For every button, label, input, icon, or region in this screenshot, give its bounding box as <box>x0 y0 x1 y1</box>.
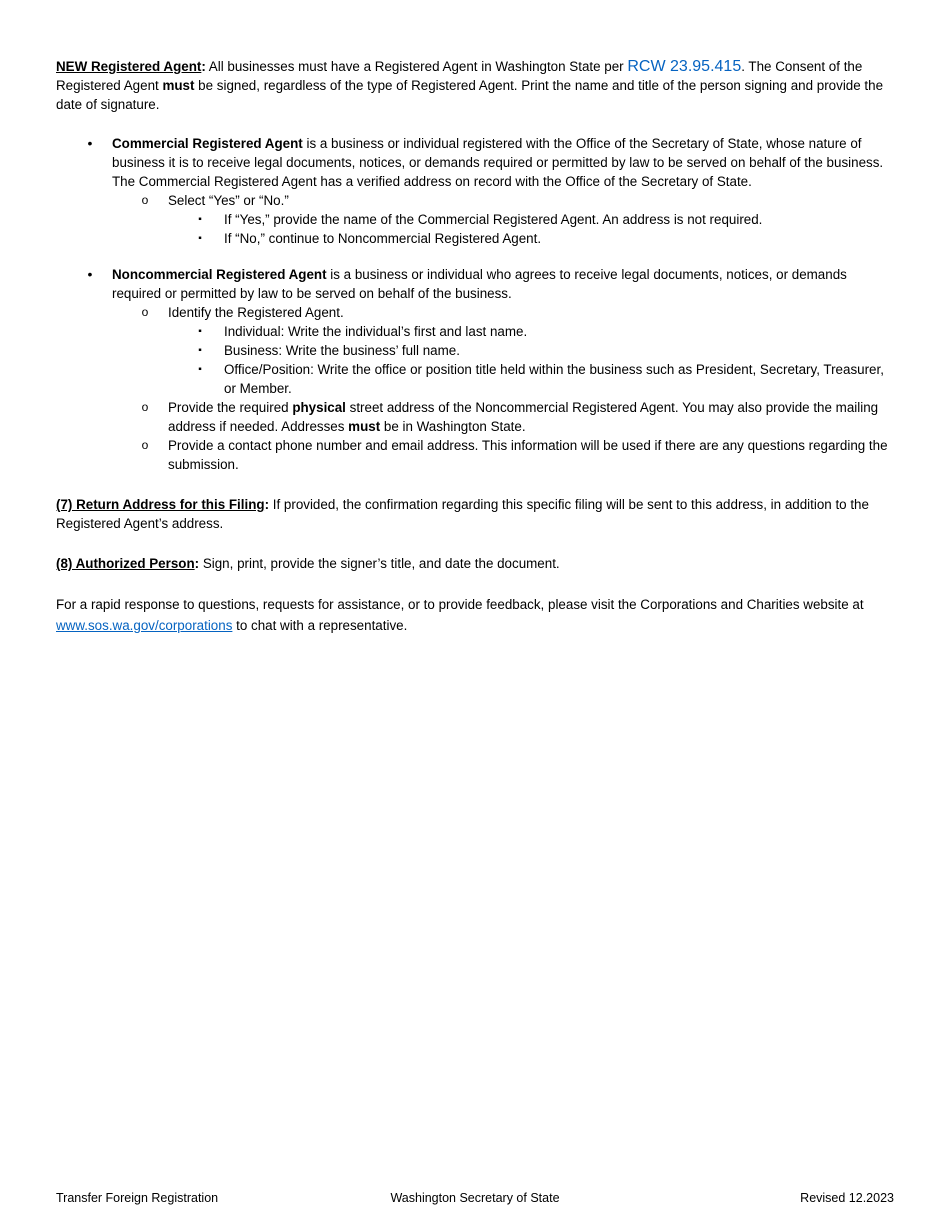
footer-agency: Washington Secretary of State <box>390 1191 560 1205</box>
text: All businesses must have a Registered Agent in Washington State per <box>205 59 628 74</box>
circle-marker: o <box>141 438 149 452</box>
text: For a rapid response to questions, requests for assistance, or to provide feedback, please visit the Corporations and Charities website at <box>56 597 864 612</box>
text: be signed, regardless of the type of Registered Agent. Print the name and title of the person signing and provide the date of signature. <box>56 78 884 112</box>
text: . The Consent of the Registered Agent <box>56 59 863 93</box>
circle-marker: o <box>141 193 149 207</box>
footer-form-name: Transfer Foreign Registration <box>56 1191 219 1205</box>
authorized-person-paragraph <box>56 554 896 573</box>
text: street address of the Noncommercial Registered Agent. You may also provide the mailing address if needed. Addresses <box>168 400 879 434</box>
text: If provided, the confirmation regarding this specific filing will be sent to this address, in addition to the Registered Agent’s address. <box>56 497 869 531</box>
text: be in Washington State. <box>380 419 526 434</box>
contact-paragraph <box>56 594 896 636</box>
list-item <box>56 398 896 436</box>
return-address-paragraph <box>56 495 896 533</box>
text: Select “Yes” or “No.” <box>168 193 289 208</box>
text: Sign, print, provide the signer’s title, and date the document. <box>199 556 560 571</box>
list-item <box>56 322 896 341</box>
text: Provide the required <box>168 400 293 415</box>
emphasis: physical <box>292 400 346 415</box>
list-item <box>56 436 896 474</box>
list-item <box>56 134 896 191</box>
square-marker: ▪ <box>198 214 202 225</box>
document-body <box>56 57 896 636</box>
footer-revision: Revised 12.2023 <box>800 1191 894 1205</box>
square-marker: ▪ <box>198 233 202 244</box>
page-footer <box>56 1189 894 1208</box>
registered-agent-heading: NEW Registered Agent <box>56 59 202 74</box>
corporations-website-link[interactable]: www.sos.wa.gov/corporations <box>56 618 233 633</box>
term: Noncommercial Registered Agent <box>112 267 327 282</box>
text: Provide a contact phone number and email address. This information will be used if there are any questions regarding the submission. <box>168 438 888 472</box>
list-item <box>56 191 896 210</box>
heading-colon: : <box>264 497 270 512</box>
text: is a business or individual registered with the Office of the Secretary of State, whose nature of business it is to receive legal documents, notices, or demands required or permitted by law to be served on behalf of the business. The Commercial Registered Agent has a verified address on record with the Office of the Secretary of State. <box>112 136 884 189</box>
circle-marker: o <box>141 305 149 319</box>
return-address-heading: (7) Return Address for this Filing <box>56 497 265 512</box>
square-marker: ▪ <box>198 364 202 375</box>
list-item <box>56 303 896 322</box>
list-item <box>56 265 896 303</box>
noncommercial-agent-section <box>56 265 896 474</box>
text: to chat with a representative. <box>232 618 408 633</box>
emphasis: must <box>162 78 195 93</box>
circle-marker: o <box>141 400 149 414</box>
text: Identify the Registered Agent. <box>168 305 344 320</box>
text: is a business or individual who agrees to receive legal documents, notices, or demands required or permitted by law to be served on behalf of the business. <box>112 267 847 301</box>
rcw-link[interactable]: RCW 23.95.415 <box>627 58 742 75</box>
commercial-agent-section <box>56 134 896 248</box>
list-item <box>56 341 896 360</box>
bullet-marker: • <box>87 135 93 151</box>
heading-colon: : <box>194 556 200 571</box>
square-marker: ▪ <box>198 345 202 356</box>
text: Individual: Write the individual’s first and last name. <box>224 324 528 339</box>
text: Office/Position: Write the office or position title held within the business such as President, Secretary, Treasurer, or Member. <box>224 362 884 396</box>
text: Business: Write the business’ full name. <box>224 343 460 358</box>
registered-agent-paragraph <box>56 57 896 114</box>
authorized-person-heading: (8) Authorized Person <box>56 556 195 571</box>
text: If “No,” continue to Noncommercial Registered Agent. <box>224 231 542 246</box>
heading-colon: : <box>201 59 206 74</box>
square-marker: ▪ <box>198 326 202 337</box>
text: If “Yes,” provide the name of the Commercial Registered Agent. An address is not required. <box>224 212 763 227</box>
list-item <box>56 229 896 248</box>
bullet-marker: • <box>87 266 93 282</box>
list-item <box>56 210 896 229</box>
term: Commercial Registered Agent <box>112 136 303 151</box>
list-item <box>56 360 896 398</box>
emphasis: must <box>348 419 381 434</box>
